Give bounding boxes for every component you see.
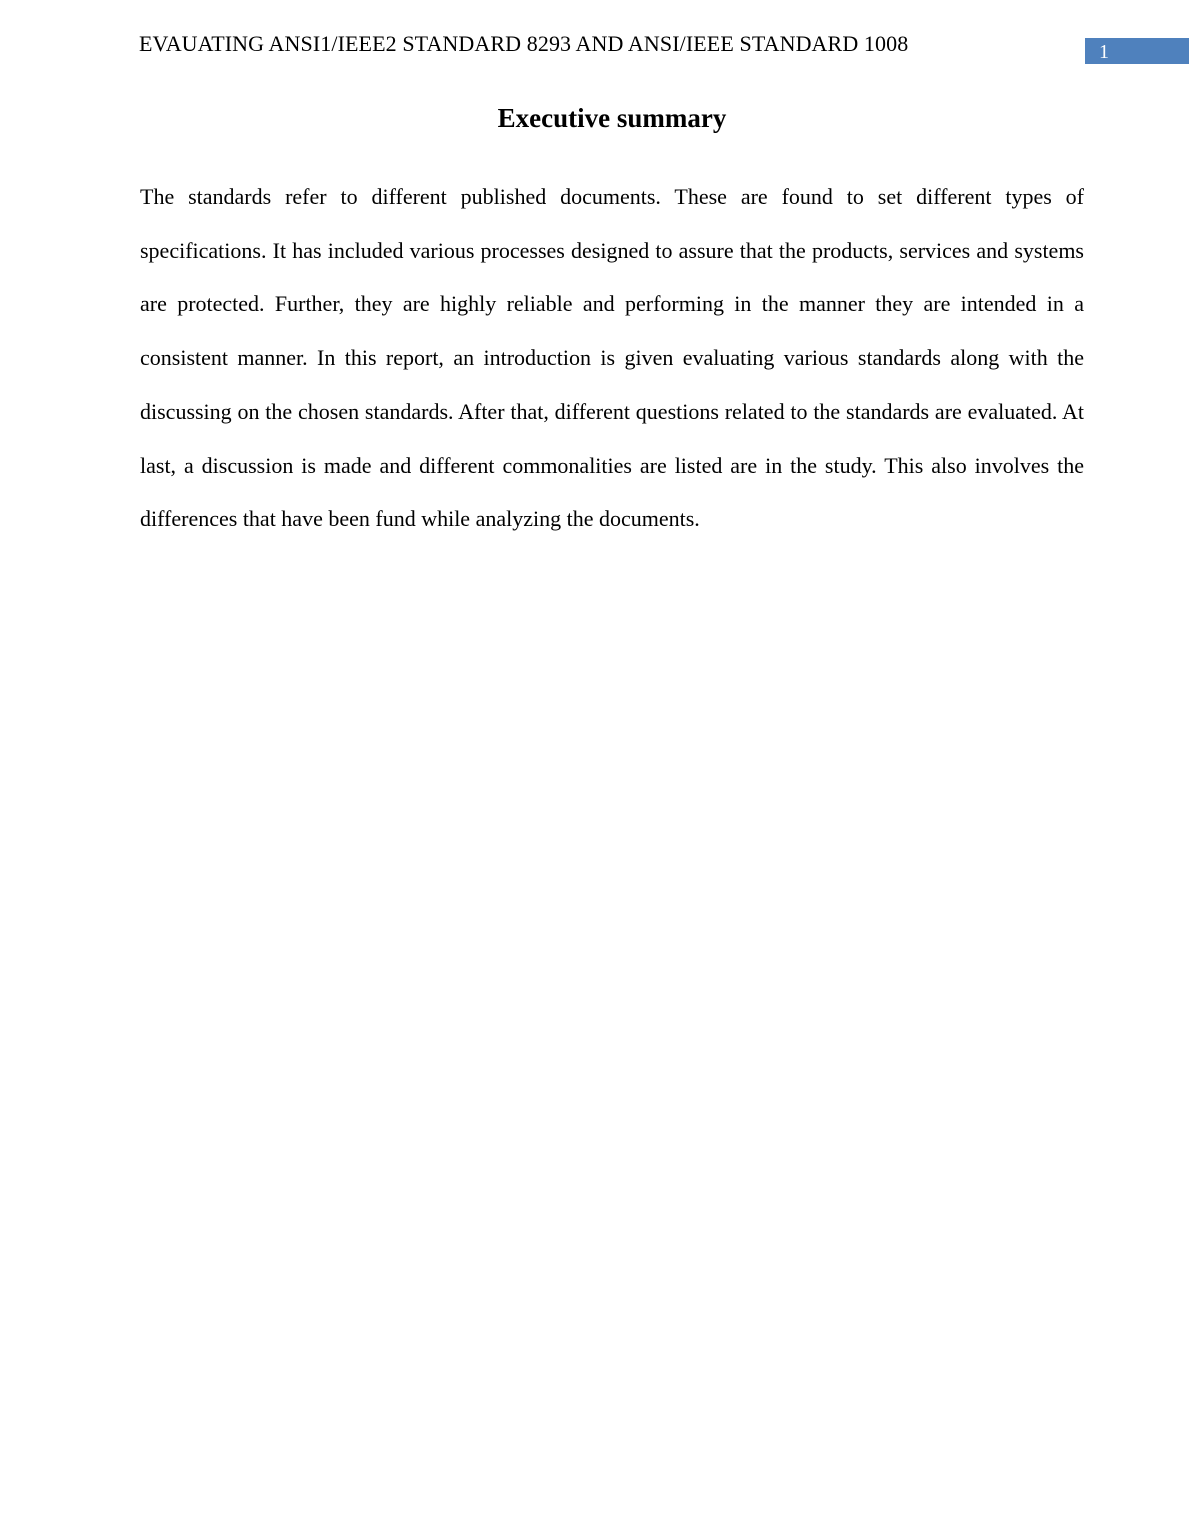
running-head: EVAUATING ANSI1/IEEE2 STANDARD 8293 AND ANSI/IEEE STANDARD 1008 [139, 31, 909, 56]
page-number: 1 [1099, 41, 1109, 63]
section-title: Executive summary [497, 103, 727, 133]
body-paragraph: The standards refer to different published documents. These are found to set different types of specifications. It has included various processes designed to assure that the products, services and systems are protected. Further, they are highly reliable and performing in the manner they are intended in a consistent manner. In this report, an introduction is given evaluating various standards along with the discussing on the chosen standards. After that, different questions related to the standards are evaluated. At last, a discussion is made and different commonalities are listed are in the study. This also involves the differences that have been fund while analyzing the documents. [140, 184, 1084, 532]
page-number-badge [1085, 38, 1189, 64]
